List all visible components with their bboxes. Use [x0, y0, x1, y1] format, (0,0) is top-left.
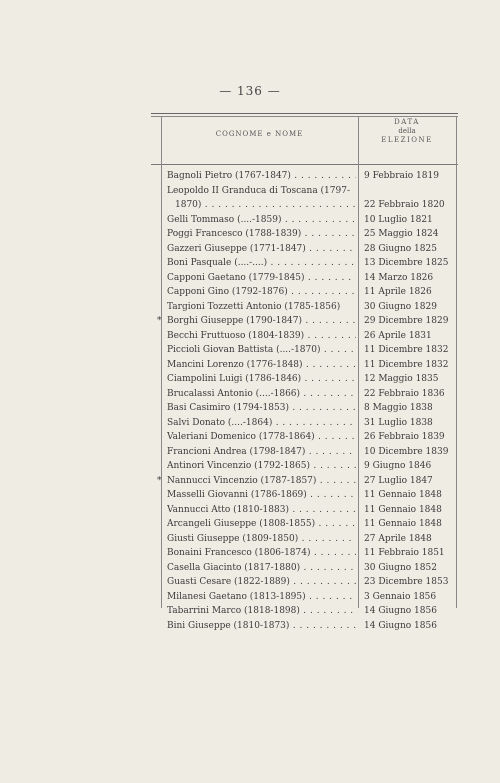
table-row: [151, 604, 458, 619]
table-row: [151, 285, 458, 300]
row-name: Basi Casimiro (1794-1853) . . .: [167, 401, 356, 416]
table-row: [151, 271, 458, 286]
row-election-date: 27 Luglio 1847: [364, 475, 433, 486]
row-election-date: 11 Gennaio 1848: [364, 504, 442, 515]
row-name: Piccioli Giovan Battista (....-1870) . . .: [167, 343, 356, 358]
table-row: [151, 343, 458, 358]
table-row: [151, 300, 458, 315]
row-election-date: 30 Giugno 1852: [364, 562, 437, 573]
row-name: Bagnoli Pietro (1767-1847) . . .: [167, 169, 356, 184]
table-row: [151, 372, 458, 387]
row-name: Bini Giuseppe (1810-1873) . . .: [167, 619, 356, 634]
table-row: [151, 503, 458, 518]
page-number: — 136 —: [219, 84, 281, 98]
table-row: [151, 387, 458, 402]
column-header-date: [358, 118, 456, 145]
table-row: [151, 474, 458, 489]
table-row: [151, 532, 458, 547]
column-header-date-line3: ELEZIONE: [381, 136, 433, 144]
row-name: Casella Giacinto (1817-1880) . . .: [167, 561, 356, 576]
row-name: Leopoldo II Granduca di Toscana (1797-: [167, 185, 350, 196]
row-name: Becchi Fruttuoso (1804-1839) . . .: [167, 329, 356, 344]
table-row: [151, 169, 458, 184]
row-election-date: 31 Luglio 1838: [364, 417, 433, 428]
table-row: [151, 227, 458, 242]
table-row: [151, 184, 458, 199]
row-election-date: 11 Gennaio 1848: [364, 519, 442, 529]
table-row: [151, 445, 458, 460]
row-name: Brucalassi Antonio (....-1866) . . .: [167, 387, 356, 402]
table-row: [151, 401, 458, 416]
table-row: [151, 358, 458, 373]
row-name: Giusti Giuseppe (1809-1850) . . .: [167, 532, 356, 547]
row-name: Poggi Francesco (1788-1839) . . .: [167, 227, 356, 242]
table-header-rule: [151, 164, 458, 165]
row-mark: *: [157, 316, 162, 326]
row-election-date: 12 Maggio 1835: [364, 374, 439, 384]
row-name: 1870) . . .: [175, 198, 356, 213]
row-name: Bonaini Francesco (1806-1874) . . .: [167, 546, 356, 561]
row-name: Antinori Vincenzio (1792-1865) . . .: [167, 459, 356, 474]
row-election-date: 30 Giugno 1829: [364, 301, 437, 312]
row-name: Masselli Giovanni (1786-1869) . . .: [167, 488, 356, 503]
row-mark: *: [157, 475, 162, 486]
row-name: Capponi Gino (1792-1876) . . .: [167, 285, 356, 300]
row-name: Milanesi Gaetano (1813-1895) . . .: [167, 590, 356, 605]
table-row: [151, 256, 458, 271]
row-name: Tabarrini Marco (1818-1898) . . .: [167, 604, 356, 619]
row-election-date: 11 Gennaio 1848: [364, 490, 442, 500]
row-election-date: 11 Febbraio 1851: [364, 548, 445, 558]
table-row: [151, 314, 458, 329]
column-header-name: COGNOME e NOME: [215, 130, 304, 138]
election-table: [151, 113, 458, 631]
table-top-rule-inner: [151, 116, 458, 117]
table-row: [151, 517, 458, 532]
row-election-date: 29 Dicembre 1829: [364, 316, 449, 326]
row-name: Gelli Tommaso (....-1859) . . .: [167, 213, 356, 228]
row-name: Mancini Lorenzo (1776-1848) . . .: [167, 358, 356, 373]
row-election-date: 10 Dicembre 1839: [364, 446, 449, 457]
row-election-date: 25 Maggio 1824: [364, 229, 439, 239]
table-row: [151, 561, 458, 576]
row-name: Salvi Donato (....-1864) . . .: [167, 416, 356, 431]
row-election-date: 23 Dicembre 1853: [364, 577, 449, 587]
row-election-date: 14 Giugno 1856: [364, 620, 437, 631]
row-name: Ciampolini Luigi (1786-1846) . . .: [167, 372, 356, 387]
row-election-date: 9 Giugno 1846: [364, 461, 432, 471]
row-election-date: 11 Aprile 1826: [364, 287, 432, 297]
column-header-date-line2: della: [398, 127, 416, 135]
table-row: [151, 416, 458, 431]
row-name: Boni Pasquale (....-....) . . .: [167, 256, 356, 271]
table-row: [151, 459, 458, 474]
row-election-date: 14 Marzo 1826: [364, 272, 434, 283]
row-name: Gazzeri Giuseppe (1771-1847) . . .: [167, 242, 356, 257]
row-name: Nannucci Vincenzio (1787-1857) . . .: [167, 474, 356, 489]
table-body: [151, 169, 458, 633]
row-name: Arcangeli Giuseppe (1808-1855) . . .: [167, 517, 356, 532]
row-election-date: 10 Luglio 1821: [364, 214, 433, 225]
table-row: [151, 242, 458, 257]
table-row: [151, 213, 458, 228]
row-name: Targioni Tozzetti Antonio (1785-1856): [167, 301, 341, 312]
row-name: Vannucci Atto (1810-1883) . . .: [167, 503, 356, 518]
row-name: Capponi Gaetano (1779-1845) . . .: [167, 271, 356, 286]
row-election-date: 11 Dicembre 1832: [364, 359, 449, 370]
column-header-date-line1: DATA: [394, 118, 420, 126]
row-name: Guasti Cesare (1822-1889) . . .: [167, 575, 356, 590]
row-election-date: 11 Dicembre 1832: [364, 345, 449, 355]
row-name: Valeriani Domenico (1778-1864) . . .: [167, 430, 356, 445]
row-election-date: 8 Maggio 1838: [364, 403, 433, 413]
table-row: [151, 488, 458, 503]
table-row: [151, 619, 458, 634]
table-row: [151, 590, 458, 605]
row-election-date: 27 Aprile 1848: [364, 533, 432, 544]
row-election-date: 26 Aprile 1831: [364, 330, 432, 341]
table-row: [151, 546, 458, 561]
row-election-date: 3 Gennaio 1856: [364, 591, 437, 602]
row-election-date: 26 Febbraio 1839: [364, 432, 445, 442]
row-election-date: 9 Febbraio 1819: [364, 171, 439, 181]
row-election-date: 14 Giugno 1856: [364, 606, 437, 616]
table-row: [151, 430, 458, 445]
row-election-date: 13 Dicembre 1825: [364, 258, 449, 268]
table-top-rule: [151, 113, 458, 114]
table-row: [151, 198, 458, 213]
row-election-date: 22 Febbraio 1836: [364, 388, 445, 399]
row-election-date: 22 Febbraio 1820: [364, 200, 445, 210]
table-row: [151, 329, 458, 344]
table-row: [151, 575, 458, 590]
row-election-date: 28 Giugno 1825: [364, 243, 437, 254]
row-name: Borghi Giuseppe (1790-1847) . . .: [167, 314, 356, 329]
row-name: Francioni Andrea (1798-1847) . . .: [167, 445, 356, 460]
